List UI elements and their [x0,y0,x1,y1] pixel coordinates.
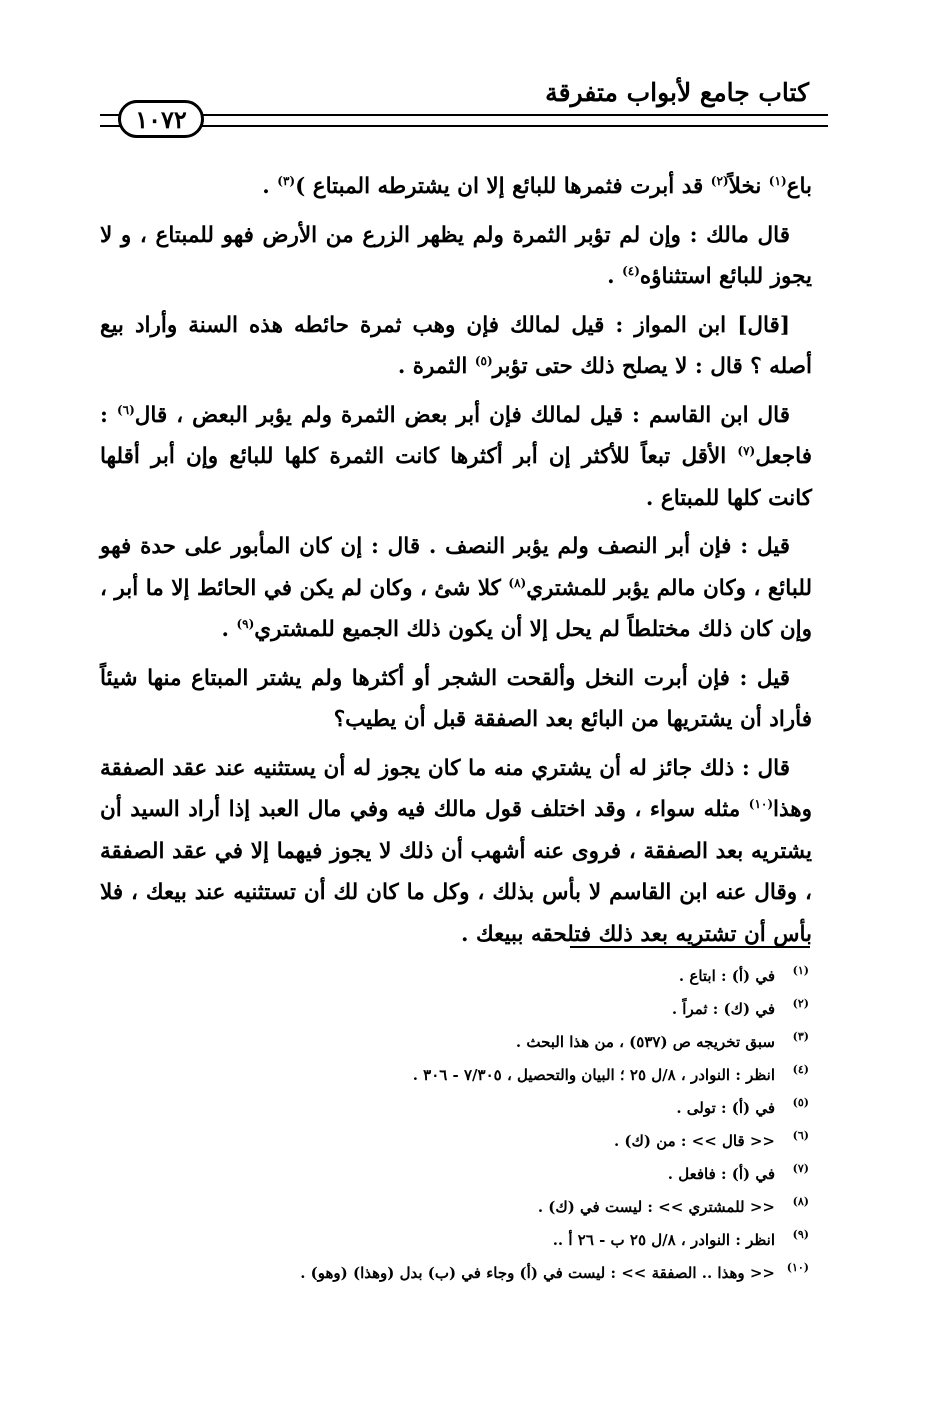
footnote-text: سبق تخريجه ص (٥٣٧) ، من هذا البحث . [515,1033,775,1051]
footnote-text: في (أ) : ابتاع . [678,967,775,985]
footnote-text: << للمشتري >> : ليست في (ك) . [537,1198,775,1216]
footnote-reference: (١) [768,173,787,188]
footnote-item [109,1191,809,1224]
footnote-reference: (٨) [508,575,527,590]
paragraph-text: كلا شئ ، وكان لم يكن في الحائط إلا ما أبر ، وإن كان ذلك مختلطاً لم يحل إلا أن يكون ذلك الجميع للمشتري [99,575,812,642]
footnote-number: (٨) [792,1195,809,1208]
page-number-badge [118,100,204,138]
paragraph [100,305,812,388]
footnote-reference: (٣) [277,173,296,188]
footnote-number: (٧) [792,1162,809,1175]
footnote-item [109,960,809,993]
paragraph-text: نخلاً [728,174,769,199]
paragraph-text: قال ابن القاسم : قيل لمالك فإن أبر بعض الثمرة ولم يؤبر البعض ، قال [134,402,790,428]
footnote-text: انظر : النوادر ، ٨/ل ٢٥ ب - ٢٦ أ .. [552,1231,775,1249]
footnote-reference: (٦) [116,402,135,417]
footnote-item [109,1125,809,1158]
footnote-number: (١) [792,964,809,977]
chapter-title: كتاب جامع لأبواب متفرقة [545,78,809,107]
paragraph [100,166,812,208]
footnote-number: (٢) [792,997,809,1010]
footnote-reference: (١٠) [748,796,774,811]
footnote-text: في (ك) : ثمراً . [671,1000,775,1018]
paragraph-text: مثله سواء ، وقد اختلف قول مالك فيه وفي مال العبد إذا أراد السيد أن يشتريه بعد الصفقة ، فروى عنه أشهب أن ذلك لا يجوز فيهما إلا في عقد الصفقة ، وقال عنه ابن القاسم لا بأس بذلك ، وكل ما كان لك أن تستثنيه عند بيعك ، فلا بأس أن تشتريه بعد ذلك فتلحقه ببيعك . [100,797,812,947]
footnote-text: انظر : النوادر ، ٨/ل ٢٥ ؛ البيان والتحصيل ، ٧/٣٠٥ - ٣٠٦ . [412,1066,775,1084]
footnote-number: (٥) [792,1096,809,1109]
footnote-number: (٩) [792,1228,809,1241]
paragraph [100,748,812,956]
footnote-reference: (٧) [737,443,756,458]
footnote-number: (٣) [792,1030,809,1043]
paragraph-text: [قال] ابن المواز : قيل لمالك فإن وهب ثمرة حائطه هذه السنة وأراد بيع أصله ؟ قال : لا يصلح ذلك حتى تؤبر [100,312,812,379]
paragraph-text: . [607,264,623,289]
footnote-item [109,993,809,1026]
paragraph-text: : فاجعل [100,402,812,469]
footnote-reference: (٥) [474,353,493,368]
footnote-text: << وهذا .. الصفقة >> : ليست في (أ) وجاء في (ب) بدل (وهذا) (وهو) . [300,1264,775,1282]
paragraph-text: قيل : فإن أبر النصف ولم يؤبر النصف . قال : إن كان المأبور على حدة فهو للبائع ، وكان مالم يؤبر للمشتري [100,534,812,601]
main-text [100,166,812,962]
paragraph [100,658,812,741]
header-rule-bottom [100,125,828,127]
footnote-number: (٤) [792,1063,809,1076]
header-rule-top [100,114,828,116]
paragraph-text: قيل : فإن أبرت النخل وألقحت الشجر أو أكثرها ولم يشتر المبتاع منها شيئاً فأراد أن يشتريها من البائع بعد الصفقة قبل أن يطيب؟ [100,665,812,732]
paragraph-text: قد أبرت فثمرها للبائع إلا ان يشترطه المبتاع ) [295,174,711,199]
footnote-item [109,1257,809,1290]
footnote-item [109,1026,809,1059]
footnotes-list [109,960,809,1290]
paragraph-text: باع [786,174,812,199]
footnote-item [109,1224,809,1257]
paragraph [100,215,812,298]
footnote-item [109,1059,809,1092]
footnote-reference: (٤) [622,263,640,278]
paragraph-text: الأقل تبعاً للأكثر إن أبر أكثرها كانت الثمرة كلها للبائع وإن أبر أقلها كانت كلها للمبتاع . [100,444,812,511]
paragraph-text: . [221,617,237,642]
footnote-item [109,1092,809,1125]
paragraph-text: الثمرة . [397,354,475,379]
paragraph-text: قال : ذلك جائز له أن يشتري منه ما كان يجوز له أن يستثنيه عند عقد الصفقة وهذا [100,755,812,822]
paragraph [100,526,812,651]
paragraph-text: قال مالك : وإن لم تؤبر الثمرة ولم يظهر الزرع من الأرض فهو للمبتاع ، و لا يجوز للبائع استثناؤه [100,222,812,289]
paragraph [100,395,812,520]
footnote-item [109,1158,809,1191]
page-number: ١٠٧٢ [135,104,187,134]
paragraph-text: . [262,174,278,199]
footnote-reference: (٩) [236,616,255,631]
footnote-number: (١٠) [786,1261,809,1274]
footnote-text: في (أ) : تولى . [676,1099,775,1117]
footnote-separator [570,946,810,948]
footnote-text: في (أ) : فافعل . [667,1165,775,1183]
footnote-number: (٦) [792,1129,809,1142]
footnote-text: << قال >> : من (ك) . [613,1132,775,1150]
footnote-reference: (٢) [710,173,729,188]
